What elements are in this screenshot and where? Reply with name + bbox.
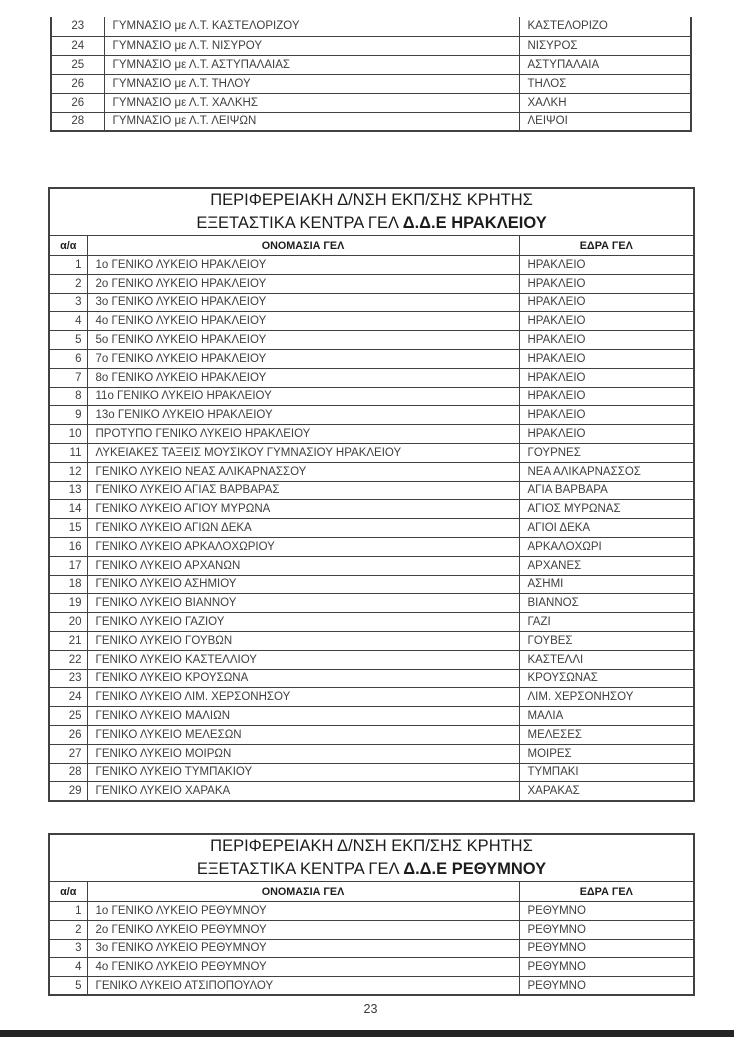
table-row: [49, 744, 694, 763]
table-row: [49, 331, 694, 350]
cell-seat: ΡΕΘΥΜΝΟ: [519, 939, 694, 958]
cell-school-name: 1ο ΓΕΝΙΚΟ ΛΥΚΕΙΟ ΗΡΑΚΛΕΙΟΥ: [87, 256, 519, 275]
cell-school-name: ΓΥΜΝΑΣΙΟ με Λ.Τ. ΧΑΛΚΗΣ: [104, 93, 519, 112]
cell-index: 20: [49, 613, 87, 632]
cell-school-name: ΓΕΝΙΚΟ ΛΥΚΕΙΟ ΑΡΚΑΛΟΧΩΡΙΟΥ: [87, 537, 519, 556]
table-row: [51, 112, 691, 131]
table-title-row: [49, 188, 694, 236]
column-header-school-name: ΟΝΟΜΑΣΙΑ ΓΕΛ: [87, 236, 519, 256]
table-row: [49, 312, 694, 331]
table-row: [49, 425, 694, 444]
column-header-row: [49, 882, 694, 902]
cell-seat: ΗΡΑΚΛΕΙΟ: [519, 387, 694, 406]
cell-seat: ΓΟΥΒΕΣ: [519, 631, 694, 650]
table-exam-centers-irakleio: [48, 187, 693, 802]
cell-seat: ΜΟΙΡΕΣ: [519, 744, 694, 763]
subtitle-normal-part: ΕΞΕΤΑΣΤΙΚΑ ΚΕΝΤΡΑ ΓΕΛ: [196, 214, 399, 232]
table-row: [49, 763, 694, 782]
cell-index: 23: [49, 669, 87, 688]
cell-school-name: 2ο ΓΕΝΙΚΟ ΛΥΚΕΙΟ ΡΕΘΥΜΝΟΥ: [87, 920, 519, 939]
cell-index: 2: [49, 920, 87, 939]
table-row: [49, 519, 694, 538]
column-header-row: [49, 236, 694, 256]
cell-school-name: ΓΕΝΙΚΟ ΛΥΚΕΙΟ ΑΣΗΜΙΟΥ: [87, 575, 519, 594]
cell-seat: ΗΡΑΚΛΕΙΟ: [519, 349, 694, 368]
cell-seat: ΤΗΛΟΣ: [519, 74, 691, 93]
exam-centers-subtitle: [50, 212, 693, 235]
column-header-seat: ΕΔΡΑ ΓΕΛ: [519, 882, 694, 902]
cell-index: 14: [49, 500, 87, 519]
cell-seat: ΡΕΘΥΜΝΟ: [519, 902, 694, 921]
cell-index: 18: [49, 575, 87, 594]
cell-index: 21: [49, 631, 87, 650]
cell-seat: ΛΕΙΨΟΙ: [519, 112, 691, 131]
table-row: [49, 594, 694, 613]
subtitle-bold-part: Δ.Δ.Ε ΗΡΑΚΛΕΙΟΥ: [402, 214, 547, 232]
cell-seat: ΗΡΑΚΛΕΙΟ: [519, 312, 694, 331]
cell-seat: ΗΡΑΚΛΕΙΟ: [519, 331, 694, 350]
cell-index: 24: [49, 688, 87, 707]
cell-index: 3: [49, 939, 87, 958]
table-row: [51, 55, 691, 74]
cell-school-name: ΓΕΝΙΚΟ ΛΥΚΕΙΟ ΓΟΥΒΩΝ: [87, 631, 519, 650]
cell-seat: ΧΑΛΚΗ: [519, 93, 691, 112]
table-row: [49, 462, 694, 481]
cell-seat: ΡΕΘΥΜΝΟ: [519, 977, 694, 996]
table-row: [49, 725, 694, 744]
cell-school-name: 3ο ΓΕΝΙΚΟ ΛΥΚΕΙΟ ΗΡΑΚΛΕΙΟΥ: [87, 293, 519, 312]
cell-school-name: 3ο ΓΕΝΙΚΟ ΛΥΚΕΙΟ ΡΕΘΥΜΝΟΥ: [87, 939, 519, 958]
table-row: [49, 939, 694, 958]
table-row: [49, 406, 694, 425]
cell-seat: ΛΙΜ. ΧΕΡΣΟΝΗΣΟΥ: [519, 688, 694, 707]
cell-school-name: ΠΡΟΤΥΠΟ ΓΕΝΙΚΟ ΛΥΚΕΙΟ ΗΡΑΚΛΕΙΟΥ: [87, 425, 519, 444]
page-number: 23: [363, 1002, 378, 1016]
cell-school-name: 13ο ΓΕΝΙΚΟ ΛΥΚΕΙΟ ΗΡΑΚΛΕΙΟΥ: [87, 406, 519, 425]
cell-index: 10: [49, 425, 87, 444]
cell-seat: ΡΕΘΥΜΝΟ: [519, 958, 694, 977]
table-row: [49, 537, 694, 556]
table-row: [51, 74, 691, 93]
table-row: [49, 613, 694, 632]
table-row: [49, 349, 694, 368]
cell-school-name: ΓΥΜΝΑΣΙΟ με Λ.Τ. ΑΣΤΥΠΑΛΑΙΑΣ: [104, 55, 519, 74]
cell-school-name: ΓΕΝΙΚΟ ΛΥΚΕΙΟ ΑΓΙΑΣ ΒΑΡΒΑΡΑΣ: [87, 481, 519, 500]
table-row: [49, 256, 694, 275]
cell-school-name: ΓΕΝΙΚΟ ΛΥΚΕΙΟ ΚΑΣΤΕΛΛΙΟΥ: [87, 650, 519, 669]
table-title: [49, 188, 694, 236]
table-row: [49, 977, 694, 996]
cell-index: 8: [49, 387, 87, 406]
table-row: [49, 481, 694, 500]
cell-seat: ΗΡΑΚΛΕΙΟ: [519, 274, 694, 293]
cell-seat: ΚΑΣΤΕΛΛΙ: [519, 650, 694, 669]
cell-index: 19: [49, 594, 87, 613]
regional-directorate-title: ΠΕΡΙΦΕΡΕΙΑΚΗ Δ/ΝΣΗ ΕΚΠ/ΣΗΣ ΚΡΗΤΗΣ: [210, 837, 533, 855]
cell-index: 23: [51, 17, 104, 36]
cell-index: 5: [49, 977, 87, 996]
table-row: [49, 556, 694, 575]
table-row: [49, 669, 694, 688]
table-row: [49, 688, 694, 707]
cell-index: 28: [49, 763, 87, 782]
cell-seat: ΑΓΙΟΣ ΜΥΡΩΝΑΣ: [519, 500, 694, 519]
table-row: [49, 443, 694, 462]
cell-index: 24: [51, 36, 104, 55]
cell-index: 26: [51, 93, 104, 112]
cell-school-name: 4ο ΓΕΝΙΚΟ ΛΥΚΕΙΟ ΗΡΑΚΛΕΙΟΥ: [87, 312, 519, 331]
table-row: [49, 902, 694, 921]
cell-school-name: ΓΥΜΝΑΣΙΟ με Λ.Τ. ΚΑΣΤΕΛΟΡΙΖΟΥ: [104, 17, 519, 36]
cell-school-name: ΓΕΝΙΚΟ ΛΥΚΕΙΟ ΑΓΙΟΥ ΜΥΡΩΝΑ: [87, 500, 519, 519]
cell-seat: ΝΙΣΥΡΟΣ: [519, 36, 691, 55]
cell-school-name: 2ο ΓΕΝΙΚΟ ΛΥΚΕΙΟ ΗΡΑΚΛΕΙΟΥ: [87, 274, 519, 293]
cell-index: 12: [49, 462, 87, 481]
cell-school-name: 8ο ΓΕΝΙΚΟ ΛΥΚΕΙΟ ΗΡΑΚΛΕΙΟΥ: [87, 368, 519, 387]
cell-school-name: ΓΕΝΙΚΟ ΛΥΚΕΙΟ ΜΟΙΡΩΝ: [87, 744, 519, 763]
cell-seat: ΜΑΛΙΑ: [519, 707, 694, 726]
cell-seat: ΗΡΑΚΛΕΙΟ: [519, 368, 694, 387]
table-row: [49, 958, 694, 977]
cell-seat: ΒΙΑΝΝΟΣ: [519, 594, 694, 613]
cell-seat: ΗΡΑΚΛΕΙΟ: [519, 256, 694, 275]
cell-school-name: ΓΕΝΙΚΟ ΛΥΚΕΙΟ ΑΡΧΑΝΩΝ: [87, 556, 519, 575]
cell-index: 4: [49, 958, 87, 977]
cell-school-name: 7ο ΓΕΝΙΚΟ ΛΥΚΕΙΟ ΗΡΑΚΛΕΙΟΥ: [87, 349, 519, 368]
cell-seat: ΤΥΜΠΑΚΙ: [519, 763, 694, 782]
table-title: [49, 834, 694, 882]
cell-index: 13: [49, 481, 87, 500]
cell-seat: ΡΕΘΥΜΝΟ: [519, 920, 694, 939]
cell-index: 6: [49, 349, 87, 368]
cell-school-name: ΓΕΝΙΚΟ ΛΥΚΕΙΟ ΑΤΣΙΠΟΠΟΥΛΟΥ: [87, 977, 519, 996]
cell-school-name: ΓΕΝΙΚΟ ΛΥΚΕΙΟ ΚΡΟΥΣΩΝΑ: [87, 669, 519, 688]
cell-index: 25: [51, 55, 104, 74]
column-header-index: α/α: [49, 236, 87, 256]
cell-index: 3: [49, 293, 87, 312]
table-row: [49, 631, 694, 650]
column-header-seat: ΕΔΡΑ ΓΕΛ: [519, 236, 694, 256]
table-gymnasia-partial: [50, 17, 692, 132]
cell-index: 28: [51, 112, 104, 131]
cell-index: 5: [49, 331, 87, 350]
cell-index: 22: [49, 650, 87, 669]
cell-index: 15: [49, 519, 87, 538]
cell-school-name: ΓΕΝΙΚΟ ΛΥΚΕΙΟ ΜΕΛΕΣΩΝ: [87, 725, 519, 744]
table-row: [49, 707, 694, 726]
cell-seat: ΗΡΑΚΛΕΙΟ: [519, 425, 694, 444]
cell-school-name: ΓΕΝΙΚΟ ΛΥΚΕΙΟ ΧΑΡΑΚΑ: [87, 782, 519, 801]
subtitle-bold-part: Δ.Δ.Ε ΡΕΘΥΜΝΟΥ: [403, 860, 547, 878]
cell-seat: ΗΡΑΚΛΕΙΟ: [519, 293, 694, 312]
table-row: [49, 782, 694, 801]
cell-seat: ΚΑΣΤΕΛΟΡΙΖΟ: [519, 17, 691, 36]
cell-seat: ΧΑΡΑΚΑΣ: [519, 782, 694, 801]
table-row: [49, 575, 694, 594]
table-row: [51, 93, 691, 112]
cell-index: 2: [49, 274, 87, 293]
cell-seat: ΑΓΙΟΙ ΔΕΚΑ: [519, 519, 694, 538]
cell-school-name: 5ο ΓΕΝΙΚΟ ΛΥΚΕΙΟ ΗΡΑΚΛΕΙΟΥ: [87, 331, 519, 350]
cell-seat: ΓΟΥΡΝΕΣ: [519, 443, 694, 462]
cell-school-name: 11ο ΓΕΝΙΚΟ ΛΥΚΕΙΟ ΗΡΑΚΛΕΙΟΥ: [87, 387, 519, 406]
column-header-school-name: ΟΝΟΜΑΣΙΑ ΓΕΛ: [87, 882, 519, 902]
cell-seat: ΜΕΛΕΣΕΣ: [519, 725, 694, 744]
cell-index: 27: [49, 744, 87, 763]
cell-seat: ΑΡΚΑΛΟΧΩΡΙ: [519, 537, 694, 556]
cell-school-name: 4ο ΓΕΝΙΚΟ ΛΥΚΕΙΟ ΡΕΘΥΜΝΟΥ: [87, 958, 519, 977]
cell-index: 4: [49, 312, 87, 331]
cell-index: 17: [49, 556, 87, 575]
regional-directorate-title: ΠΕΡΙΦΕΡΕΙΑΚΗ Δ/ΝΣΗ ΕΚΠ/ΣΗΣ ΚΡΗΤΗΣ: [210, 191, 533, 209]
cell-seat: ΓΑΖΙ: [519, 613, 694, 632]
subtitle-normal-part: ΕΞΕΤΑΣΤΙΚΑ ΚΕΝΤΡΑ ΓΕΛ: [196, 860, 399, 878]
table-row: [49, 500, 694, 519]
cell-index: 16: [49, 537, 87, 556]
cell-seat: ΑΣΤΥΠΑΛΑΙΑ: [519, 55, 691, 74]
bottom-edge-bar: [0, 1030, 734, 1037]
cell-seat: ΝΕΑ ΑΛΙΚΑΡΝΑΣΣΟΣ: [519, 462, 694, 481]
cell-index: 1: [49, 256, 87, 275]
table-row: [49, 650, 694, 669]
column-header-index: α/α: [49, 882, 87, 902]
table-row: [49, 293, 694, 312]
table-exam-centers-rethymno: [48, 833, 693, 996]
cell-seat: ΑΣΗΜΙ: [519, 575, 694, 594]
cell-school-name: ΓΕΝΙΚΟ ΛΥΚΕΙΟ ΓΑΖΙΟΥ: [87, 613, 519, 632]
exam-centers-subtitle: [50, 858, 693, 881]
cell-index: 7: [49, 368, 87, 387]
table-row: [49, 920, 694, 939]
cell-school-name: 1ο ΓΕΝΙΚΟ ΛΥΚΕΙΟ ΡΕΘΥΜΝΟΥ: [87, 902, 519, 921]
cell-school-name: ΓΕΝΙΚΟ ΛΥΚΕΙΟ ΛΙΜ. ΧΕΡΣΟΝΗΣΟΥ: [87, 688, 519, 707]
table-row: [51, 36, 691, 55]
cell-seat: ΑΡΧΑΝΕΣ: [519, 556, 694, 575]
cell-school-name: ΛΥΚΕΙΑΚΕΣ ΤΑΞΕΙΣ ΜΟΥΣΙΚΟΥ ΓΥΜΝΑΣΙΟΥ ΗΡΑΚΛΕΙΟΥ: [87, 443, 519, 462]
table-row: [51, 17, 691, 36]
cell-school-name: ΓΕΝΙΚΟ ΛΥΚΕΙΟ ΤΥΜΠΑΚΙΟΥ: [87, 763, 519, 782]
cell-school-name: ΓΕΝΙΚΟ ΛΥΚΕΙΟ ΜΑΛΙΩΝ: [87, 707, 519, 726]
cell-school-name: ΓΥΜΝΑΣΙΟ με Λ.Τ. ΛΕΙΨΩΝ: [104, 112, 519, 131]
table-row: [49, 387, 694, 406]
cell-index: 29: [49, 782, 87, 801]
cell-index: 26: [51, 74, 104, 93]
table-row: [49, 368, 694, 387]
cell-index: 25: [49, 707, 87, 726]
cell-index: 11: [49, 443, 87, 462]
cell-seat: ΑΓΙΑ ΒΑΡΒΑΡΑ: [519, 481, 694, 500]
cell-school-name: ΓΕΝΙΚΟ ΛΥΚΕΙΟ ΒΙΑΝΝΟΥ: [87, 594, 519, 613]
cell-index: 9: [49, 406, 87, 425]
cell-seat: ΚΡΟΥΣΩΝΑΣ: [519, 669, 694, 688]
cell-school-name: ΓΥΜΝΑΣΙΟ με Λ.Τ. ΝΙΣΥΡΟΥ: [104, 36, 519, 55]
cell-index: 26: [49, 725, 87, 744]
cell-school-name: ΓΕΝΙΚΟ ΛΥΚΕΙΟ ΝΕΑΣ ΑΛΙΚΑΡΝΑΣΣΟΥ: [87, 462, 519, 481]
cell-school-name: ΓΥΜΝΑΣΙΟ με Λ.Τ. ΤΗΛΟΥ: [104, 74, 519, 93]
table-title-row: [49, 834, 694, 882]
table-row: [49, 274, 694, 293]
cell-index: 1: [49, 902, 87, 921]
cell-seat: ΗΡΑΚΛΕΙΟ: [519, 406, 694, 425]
cell-school-name: ΓΕΝΙΚΟ ΛΥΚΕΙΟ ΑΓΙΩΝ ΔΕΚΑ: [87, 519, 519, 538]
